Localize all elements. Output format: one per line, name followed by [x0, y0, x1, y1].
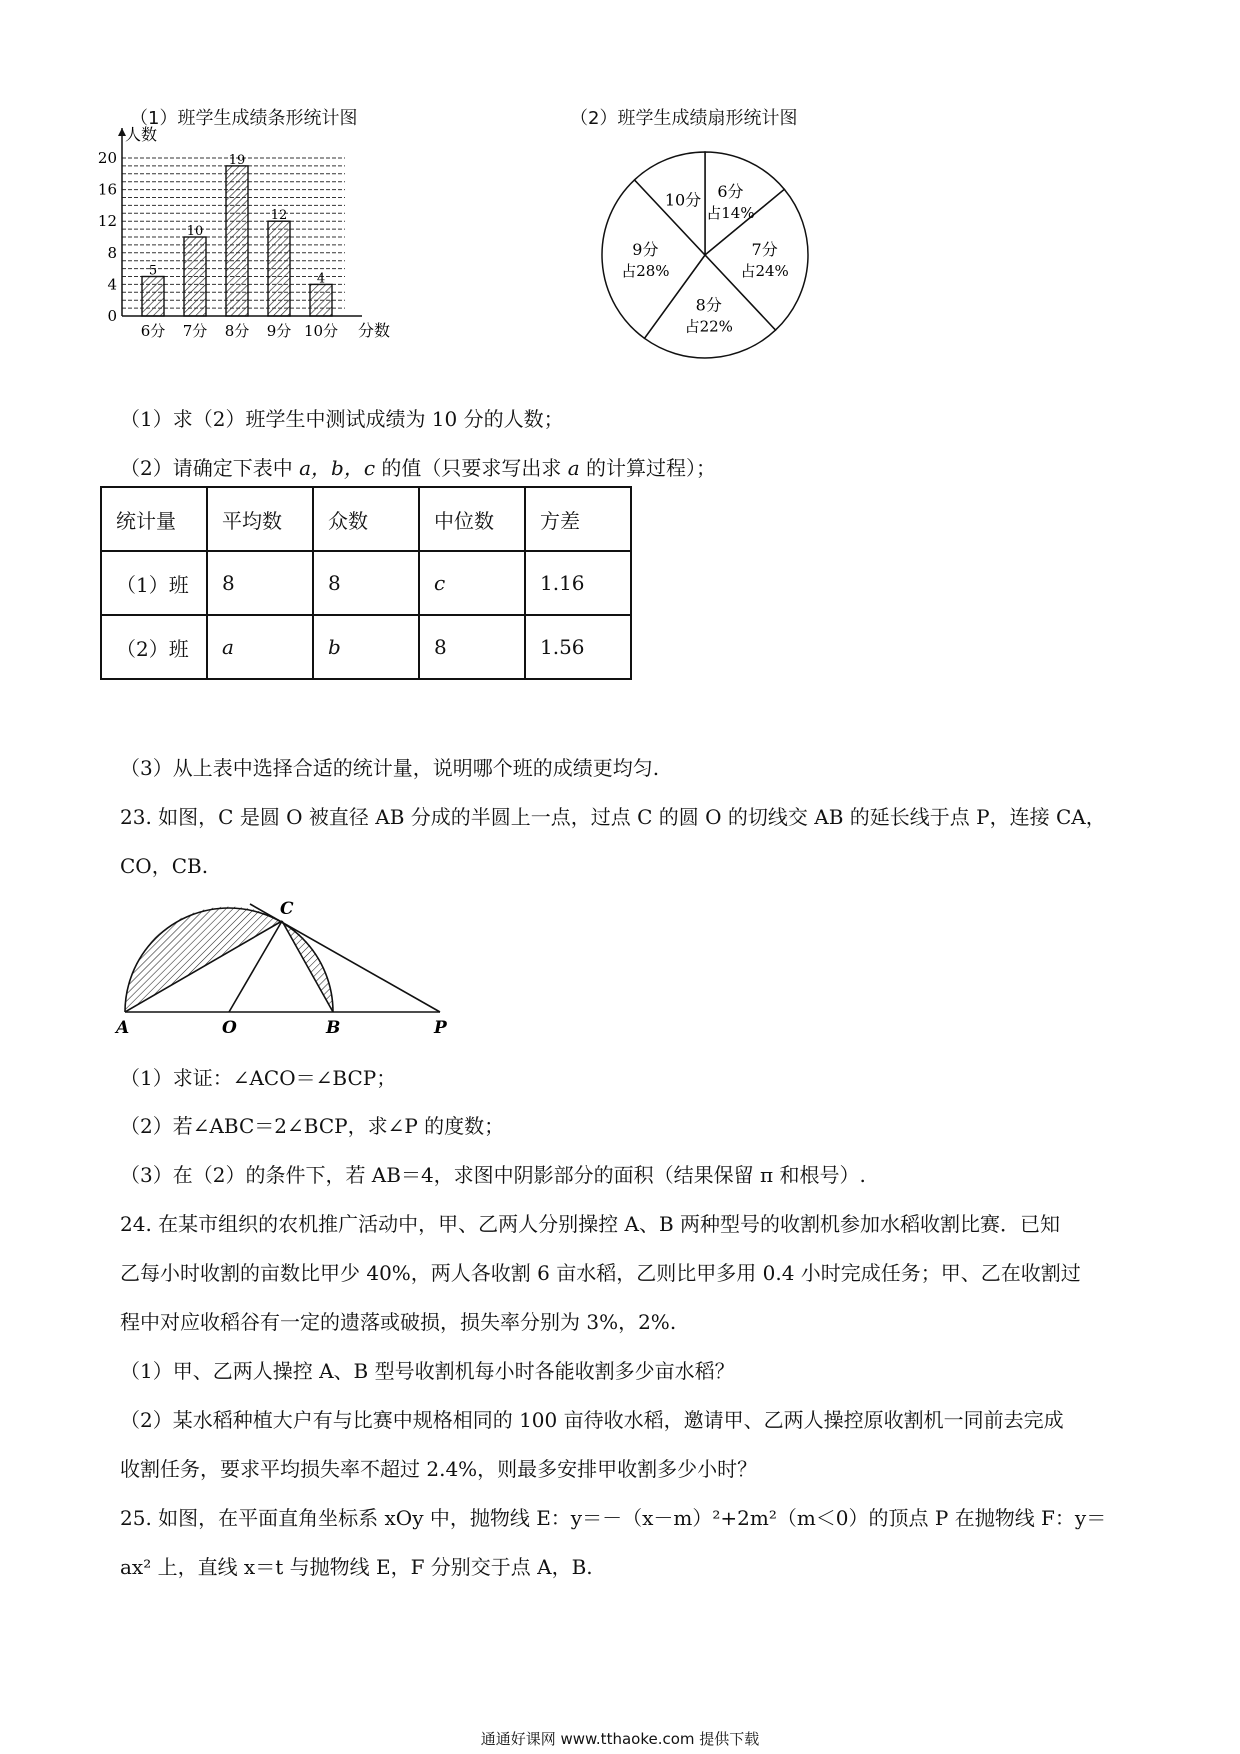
bar-value-label: 4 [316, 271, 326, 287]
bar-value-label: 19 [228, 152, 246, 168]
pie-slice-label: 6分 [717, 181, 744, 201]
table-header-cell: 平均数 [207, 487, 313, 551]
q22-part3: （3）从上表中选择合适的统计量，说明哪个班的成绩更均匀. [120, 756, 660, 780]
bar-chart-title: （1）班学生成绩条形统计图 [130, 108, 358, 129]
table-cell: a [207, 615, 313, 679]
q23-part2: （2）若∠ABC＝2∠BCP，求∠P 的度数； [120, 1114, 505, 1138]
x-tick-label: 6分 [140, 322, 166, 340]
bar-value-label: 5 [148, 263, 158, 279]
q23-part3: （3）在（2）的条件下，若 AB＝4，求图中阴影部分的面积（结果保留 π 和根号）. [120, 1163, 866, 1187]
circle-tangent-figure [110, 890, 460, 1040]
y-tick-label: 8 [107, 243, 117, 262]
x-tick-label: 7分 [182, 322, 208, 340]
q23-part1: （1）求证：∠ACO＝∠BCP； [120, 1066, 397, 1090]
q22-part2-var-a: a [567, 456, 580, 480]
chord-cb [282, 921, 333, 1012]
q22-part2-text-a: （2）请确定下表中 [120, 456, 300, 480]
y-tick-label: 12 [97, 212, 117, 231]
q22-part1: （1）求（2）班学生中测试成绩为 10 分的人数； [120, 407, 564, 431]
pie-percent-label: 占28% [621, 261, 670, 280]
table-cell: （1）班 [101, 551, 207, 615]
bar-value-label: 12 [270, 208, 288, 224]
table-cell: 8 [419, 615, 525, 679]
bar [310, 284, 332, 316]
table-cell: 1.56 [525, 615, 631, 679]
bar-chart [97, 125, 460, 384]
pie-slice-label: 9分 [632, 239, 659, 259]
table-header-cell: 中位数 [419, 487, 525, 551]
q23-stem-line2: CO，CB. [120, 854, 209, 878]
label-a: A [116, 1018, 130, 1038]
table-row [101, 615, 631, 679]
tangent-line-cp [250, 904, 440, 1012]
shaded-segment-ac [125, 906, 282, 1012]
table-header-cell: 众数 [313, 487, 419, 551]
q22-part2-text-c: 的计算过程）； [579, 456, 717, 480]
q25-stem-line1: 25. 如图，在平面直角坐标系 xOy 中，抛物线 E：y＝－（x－m）²+2m²（m＜0）的顶点 P 在抛物线 F：y＝ [120, 1506, 1107, 1530]
bar [142, 277, 164, 317]
pie-percent-label: 占24% [740, 261, 789, 280]
pie-slice-label: 10分 [664, 190, 702, 210]
table-cell: 8 [207, 551, 313, 615]
q25-stem-line2: ax² 上，直线 x＝t 与抛物线 E，F 分别交于点 A，B. [120, 1555, 593, 1579]
q22-part2 [120, 452, 716, 481]
pie-chart-title: （2）班学生成绩扇形统计图 [570, 108, 798, 129]
y-axis-label: 人数 [125, 125, 158, 144]
x-tick-label: 9分 [266, 322, 292, 340]
label-c: C [280, 899, 294, 919]
q23-stem-line1: 23. 如图，C 是圆 O 被直径 AB 分成的半圆上一点，过点 C 的圆 O 的切线交 AB 的延长线于点 P，连接 CA， [120, 805, 1106, 829]
y-tick-label: 0 [107, 307, 117, 325]
page-footer: 通通好课网 www.tthaoke.com 提供下载 [480, 1730, 760, 1748]
label-b: B [326, 1018, 341, 1038]
q22-part2-text-b: 的值（只要求写出求 [375, 456, 568, 480]
q24-stem-line2: 乙每小时收割的亩数比甲少 40%，两人各收割 6 亩水稻，乙则比甲多用 0.4 小时完成任务；甲、乙在收割过 [120, 1261, 1081, 1285]
bar [184, 237, 206, 316]
label-p: P [434, 1018, 447, 1038]
q24-stem-line3: 程中对应收稻谷有一定的遗落或破损，损失率分别为 3%，2%. [120, 1310, 677, 1334]
q24-part2-line2: 收割任务，要求平均损失率不超过 2.4%，则最多安排甲收割多少小时？ [120, 1457, 758, 1481]
table-header-row [101, 487, 631, 551]
pie-slice-label: 7分 [751, 239, 778, 259]
x-tick-label: 10分 [303, 322, 339, 340]
bar-value-label: 10 [186, 224, 204, 239]
y-tick-label: 20 [97, 149, 117, 167]
table-cell: b [313, 615, 419, 679]
statistics-table [100, 486, 632, 680]
pie-chart [590, 140, 820, 370]
pie-percent-label: 占22% [684, 317, 733, 336]
table-cell: 1.16 [525, 551, 631, 615]
label-o: O [222, 1018, 237, 1038]
table-cell: c [419, 551, 525, 615]
table-cell: （2）班 [101, 615, 207, 679]
q24-part2-line1: （2）某水稻种植大户有与比赛中规格相同的 100 亩待收水稻，邀请甲、乙两人操控原收割机一同前去完成 [120, 1408, 1064, 1432]
bar [226, 166, 248, 316]
pie-percent-label: 占14% [706, 203, 755, 222]
q24-stem-line1: 24. 在某市组织的农机推广活动中，甲、乙两人分别操控 A、B 两种型号的收割机参加水稻收割比赛．已知 [120, 1212, 1061, 1236]
bar [268, 221, 290, 316]
table-header-cell: 统计量 [101, 487, 207, 551]
y-tick-label: 16 [97, 180, 117, 199]
x-tick-label: 8分 [224, 322, 250, 340]
table-header-cell: 方差 [525, 487, 631, 551]
table-cell: 8 [313, 551, 419, 615]
pie-slice-label: 8分 [695, 295, 722, 315]
table-row [101, 551, 631, 615]
q22-part2-vars: a，b，c [299, 456, 376, 480]
y-tick-label: 4 [107, 275, 117, 294]
q24-part1: （1）甲、乙两人操控 A、B 型号收割机每小时各能收割多少亩水稻？ [120, 1359, 735, 1383]
x-axis-label: 分数 [358, 321, 391, 340]
